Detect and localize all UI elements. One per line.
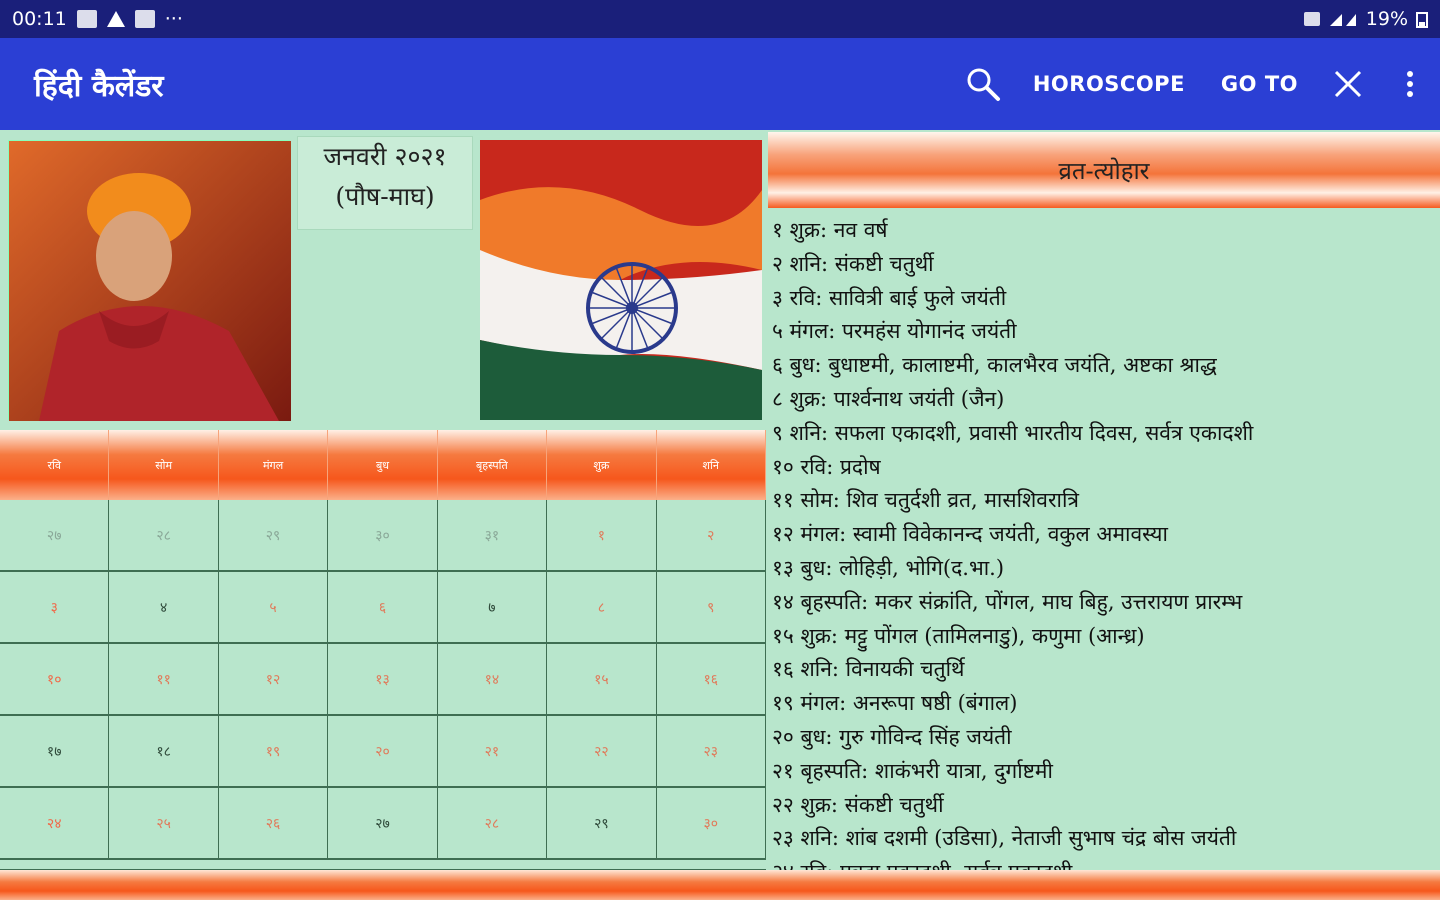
festival-item: १३ बुध: लोहिड़ी, भोगि(द.भा.): [772, 555, 1005, 580]
date-cell[interactable]: १२: [219, 644, 328, 716]
date-cell[interactable]: २८: [438, 788, 547, 860]
festival-item: १९ मंगल: अनरूपा षष्ठी (बंगाल): [772, 691, 1018, 716]
alert-icon: [107, 11, 125, 27]
close-button[interactable]: [1316, 38, 1380, 130]
festival-item: १४ बृहस्पति: मकर संक्रांति, पोंगल, माघ बिहु, उत्तरायण प्रारम्भ: [772, 589, 1243, 614]
date-cell[interactable]: १०: [0, 644, 109, 716]
date-cell[interactable]: १७: [0, 716, 109, 788]
festival-item: २२ शुक्र: संकष्टी चतुर्थी: [772, 792, 944, 817]
weekday-label: शनि: [657, 430, 766, 500]
festival-item: १५ शुक्र: मट्टु पोंगल (तामिलनाडु), कणुमा (आन्ध्र): [772, 623, 1145, 648]
date-cell[interactable]: ३०: [657, 788, 766, 860]
date-cell[interactable]: २९: [219, 500, 328, 572]
more-notifications: ···: [164, 8, 183, 30]
search-icon: [965, 66, 1001, 102]
weekday-header: [0, 430, 766, 500]
vibrate-icon: [1304, 12, 1320, 26]
festival-item: २१ बृहस्पति: शाकंभरी यात्रा, दुर्गाष्टमी: [772, 758, 1053, 783]
date-cell[interactable]: २३: [657, 716, 766, 788]
close-icon: [1333, 69, 1363, 99]
date-cell[interactable]: १५: [547, 644, 656, 716]
date-cell[interactable]: २०: [328, 716, 437, 788]
festival-item: ५ मंगल: परमहंस योगानंद जयंती: [772, 319, 1017, 344]
date-cell[interactable]: १: [547, 500, 656, 572]
horoscope-button[interactable]: HOROSCOPE: [1032, 72, 1185, 96]
app-bar: [0, 38, 1440, 130]
notification-icon: [77, 10, 97, 28]
festival-item: २३ शनि: शांब दशमी (उडिसा), नेताजी सुभाष चंद्र बोस जयंती: [772, 826, 1237, 851]
screenshot-icon: [135, 10, 155, 28]
date-cell[interactable]: ६: [328, 572, 437, 644]
festival-item: ९ शनि: सफला एकादशी, प्रवासी भारतीय दिवस, सर्वत्र एकादशी: [772, 420, 1254, 445]
date-cell[interactable]: २: [657, 500, 766, 572]
festival-header: व्रत-त्योहार: [768, 132, 1440, 208]
date-cell[interactable]: १८: [109, 716, 218, 788]
app-title: हिंदी कैलेंडर: [34, 68, 164, 104]
weekday-label: सोम: [109, 430, 218, 500]
festival-list[interactable]: [768, 208, 1440, 890]
month-title-box: [297, 136, 473, 230]
date-cell[interactable]: १४: [438, 644, 547, 716]
date-cell[interactable]: ३: [0, 572, 109, 644]
festival-item: १६ शनि: विनायकी चतुर्थि: [772, 657, 965, 682]
date-cell[interactable]: ९: [657, 572, 766, 644]
weekday-label: बृहस्पति: [438, 430, 547, 500]
date-cell[interactable]: ३०: [328, 500, 437, 572]
date-cell[interactable]: १३: [328, 644, 437, 716]
festival-item: ११ सोम: शिव चतुर्दशी व्रत, मासशिवरात्रि: [772, 488, 1080, 513]
weekday-label: शुक्र: [547, 430, 656, 500]
weekday-label: रवि: [0, 430, 109, 500]
more-vert-icon: [1406, 70, 1414, 98]
goto-button[interactable]: GO TO: [1220, 72, 1298, 96]
festival-item: २० बुध: गुरु गोविन्द सिंह जयंती: [772, 724, 1012, 749]
status-time: 00:11: [12, 8, 67, 30]
date-cell[interactable]: २९: [547, 788, 656, 860]
signal-icon: [1328, 10, 1358, 28]
weekday-label: मंगल: [219, 430, 328, 500]
calendar-grid: [0, 500, 766, 864]
festival-item: ६ बुध: बुधाष्टमी, कालाष्टमी, कालभैरव जयंति, अष्टका श्राद्ध: [772, 353, 1217, 378]
status-bar: [0, 0, 1440, 38]
festival-item: १ शुक्र: नव वर्ष: [772, 218, 888, 242]
date-cell[interactable]: २५: [109, 788, 218, 860]
month-subtitle: (पौष-माघ): [335, 182, 435, 211]
date-cell[interactable]: ४: [109, 572, 218, 644]
date-cell[interactable]: २७: [0, 500, 109, 572]
india-flag-image: [480, 140, 762, 420]
festival-item: ८ शुक्र: पार्श्वनाथ जयंती (जैन): [772, 386, 1005, 411]
battery-icon: [1416, 10, 1428, 28]
date-cell[interactable]: ३१: [438, 500, 547, 572]
festival-item: १० रवि: प्रदोष: [772, 454, 881, 479]
festival-item: २ शनि: संकष्टी चतुर्थी: [772, 251, 934, 276]
festival-panel: [768, 130, 1440, 870]
portrait-image: [8, 140, 290, 420]
search-button[interactable]: [951, 38, 1015, 130]
date-cell[interactable]: ७: [438, 572, 547, 644]
date-cell[interactable]: २८: [109, 500, 218, 572]
date-cell[interactable]: १६: [657, 644, 766, 716]
festival-item: १२ मंगल: स्वामी विवेकानन्द जयंती, वकुल अमावस्या: [772, 522, 1168, 547]
bottom-banner: [0, 870, 1440, 900]
festival-item: ३ रवि: सावित्री बाई फुले जयंती: [772, 285, 1007, 310]
overflow-menu-button[interactable]: [1380, 38, 1440, 130]
battery-percent: 19%: [1365, 8, 1408, 30]
calendar-panel: [0, 130, 766, 870]
date-cell[interactable]: २६: [219, 788, 328, 860]
date-cell[interactable]: ५: [219, 572, 328, 644]
date-cell[interactable]: २१: [438, 716, 547, 788]
weekday-label: बुध: [328, 430, 437, 500]
date-cell[interactable]: ८: [547, 572, 656, 644]
date-cell[interactable]: २७: [328, 788, 437, 860]
date-cell[interactable]: २४: [0, 788, 109, 860]
month-title: जनवरी २०२१: [323, 142, 447, 171]
date-cell[interactable]: १९: [219, 716, 328, 788]
date-cell[interactable]: २२: [547, 716, 656, 788]
date-cell[interactable]: ११: [109, 644, 218, 716]
